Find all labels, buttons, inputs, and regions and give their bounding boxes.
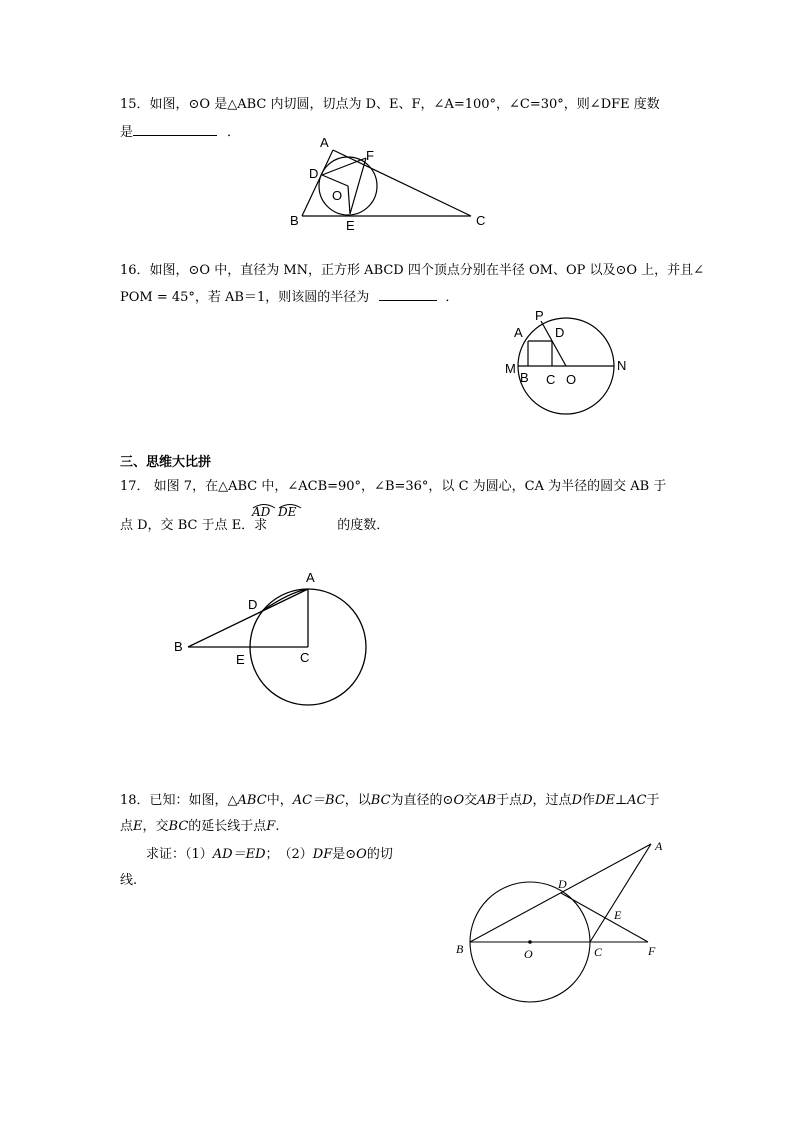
q18-label-D: D	[558, 877, 567, 891]
q15-label-B: B	[290, 213, 299, 228]
q15-seg-DO	[322, 175, 348, 186]
q17-text-line1: 17． 如图 7，在△ABC 中，∠ACB=90°，∠B=36°，以 C 为圆心，CA 为半径的圆交 AB 于	[120, 479, 667, 494]
q18-label-F: F	[648, 944, 656, 958]
q15-side-AC	[333, 150, 471, 216]
q16-prefix: POM = 45°，若 AB＝1，则该圆的半径为	[120, 290, 370, 305]
q15-seg-OE	[348, 186, 350, 214]
q17-suffix: 的度数．	[337, 518, 390, 533]
q15-prefix: 是	[120, 125, 134, 140]
q15-label-A: A	[320, 135, 329, 150]
q15-seg-FE	[350, 158, 366, 214]
q15-label-C: C	[476, 213, 486, 228]
q18-text-line1: 18．已知：如图，△ABC中，AC＝BC，以BC为直径的⊙O交AB于点D，过点D作DE⊥AC于	[120, 793, 660, 808]
q16-label-B: B	[520, 370, 529, 385]
q18-text-line4: 线.	[120, 873, 138, 888]
q15-answer-blank[interactable]	[133, 123, 217, 136]
q15-figure	[280, 130, 500, 240]
q17-label-B: B	[174, 639, 183, 654]
q18-side-AC	[590, 844, 651, 942]
arc-icon	[252, 503, 276, 509]
q18-text-line3: 求证：（1）AD＝ED； （2）DF是⊙O的切	[146, 847, 393, 862]
q17-label-E: E	[236, 652, 245, 667]
q16-suffix: ．	[445, 290, 459, 305]
q17-figure	[170, 565, 380, 710]
q16-text-line1: 16．如图，⊙O 中，直径为 MN，正方形 ABCD 四个顶点分别在半径 OM、OP 以及⊙O 上，并且∠	[120, 263, 705, 278]
q18-side-AB	[470, 844, 651, 942]
q18-text-line2: 点E，交BC的延长线于点F.	[120, 819, 280, 834]
q16-label-O: O	[566, 372, 577, 387]
q17-arc-DE: DE	[278, 505, 296, 519]
q16-figure	[500, 305, 635, 420]
q16-label-M: M	[505, 361, 516, 376]
q17-arc-AD: AD	[252, 505, 270, 519]
q18-label-C: C	[594, 945, 603, 959]
arc-icon	[278, 503, 302, 509]
q16-label-A: A	[514, 325, 523, 340]
q16-answer-blank[interactable]	[379, 288, 437, 301]
q17-label-C: C	[300, 650, 310, 665]
q17-text-line2	[120, 517, 389, 535]
q15-label-O: O	[332, 188, 343, 203]
q15-suffix: ．	[227, 125, 241, 140]
q16-label-D: D	[555, 325, 565, 340]
q18-figure	[450, 835, 675, 1010]
q18-line-DF	[561, 893, 648, 942]
q16-label-C: C	[546, 372, 556, 387]
q15-text-line2	[120, 123, 240, 142]
q15-label-F: F	[366, 148, 374, 163]
q15-label-D: D	[309, 166, 319, 181]
q15-text-line1: 15．如图，⊙O 是△ABC 内切圆，切点为 D、E、F，∠A=100°，∠C=30°，则∠DFE 度数	[120, 97, 660, 112]
q18-label-A: A	[655, 839, 663, 853]
q16-label-N: N	[617, 358, 627, 373]
section-title: 三、思维大比拼	[120, 455, 212, 470]
q18-label-B: B	[456, 942, 464, 956]
q15-side-AB	[302, 150, 333, 216]
q16-label-P: P	[535, 308, 544, 323]
q17-label-D: D	[248, 597, 258, 612]
q18-center-dot	[528, 940, 532, 944]
q18-label-O: O	[524, 947, 533, 961]
q18-label-E: E	[614, 908, 622, 922]
q17-label-A: A	[306, 570, 315, 585]
q17-prefix: 点 D，交 BC 于点 E．求	[120, 518, 268, 533]
q16-text-line2	[120, 288, 458, 307]
q15-label-E: E	[346, 218, 355, 233]
